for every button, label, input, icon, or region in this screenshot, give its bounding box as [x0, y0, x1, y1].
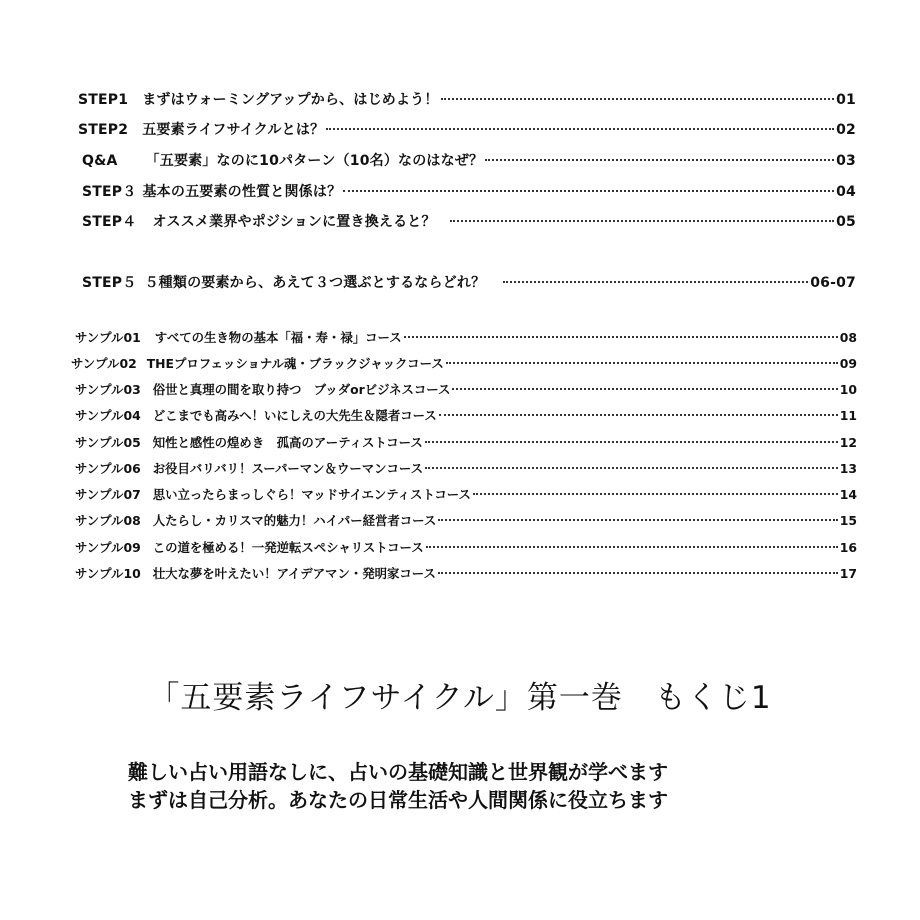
- toc-label: サンプル01: [75, 330, 141, 345]
- dot-leader: [446, 362, 838, 364]
- toc-label: Q&A: [82, 153, 118, 169]
- dot-leader: [441, 98, 835, 100]
- toc-row-step4: [82, 212, 856, 232]
- toc-title: THEプロフェッショナル魂・ブラックジャックコース: [146, 356, 444, 371]
- toc-row-sample09: [75, 539, 857, 557]
- toc-title: お役目バリバリ！スーパーマン＆ウーマンコース: [152, 461, 424, 476]
- dot-leader: [438, 519, 837, 521]
- toc-page-number: 15: [839, 513, 857, 528]
- toc-row-qa: [82, 151, 856, 171]
- toc-title: 俗世と真理の間を取り持つ ブッダorビジネスコース: [152, 382, 451, 397]
- toc-page-number: 04: [836, 184, 856, 200]
- dot-leader: [503, 281, 808, 283]
- toc-page-number: 10: [839, 382, 857, 397]
- dot-leader: [473, 493, 838, 495]
- toc-row-step1: [78, 90, 856, 110]
- toc-label: サンプル08: [75, 513, 141, 528]
- toc-row-sample02: [71, 355, 857, 373]
- toc-row-sample10: [75, 565, 857, 583]
- toc-title: 「五要素」なのに10パターン（10名）なのはなぜ？: [145, 153, 484, 169]
- toc-label: STEP５: [82, 275, 137, 291]
- toc-label: STEP４: [82, 214, 137, 230]
- toc-page-number: 06-07: [810, 275, 856, 291]
- toc-title: すべての生き物の基本「福・寿・禄」コース: [154, 330, 402, 345]
- dot-leader: [438, 572, 838, 574]
- toc-title: どこまでも高みへ！いにしえの大先生＆隠者コース: [152, 408, 437, 423]
- toc-label: サンプル02: [71, 356, 137, 371]
- subtitle-line-1: 難しい占い用語なしに、占いの基礎知識と世界観が学べます: [128, 760, 668, 784]
- toc-label: サンプル10: [75, 566, 141, 581]
- toc-row-sample01: [75, 329, 857, 347]
- toc-label: サンプル05: [75, 435, 141, 450]
- dot-leader: [439, 414, 838, 416]
- toc-title: 基本の五要素の性質と関係は？: [142, 184, 342, 200]
- toc-row-sample08: [75, 512, 857, 530]
- dot-leader: [425, 441, 838, 443]
- toc-title: 五要素ライフサイクルとは？: [142, 122, 325, 138]
- dot-leader: [426, 546, 838, 548]
- toc-title: この道を極める！一発逆転スペシャリストコース: [152, 540, 424, 555]
- dot-leader: [452, 388, 837, 390]
- toc-row-step3: [82, 182, 856, 202]
- toc-title: オススメ業界やポジションに置き換えると？: [152, 214, 436, 230]
- dot-leader: [425, 467, 838, 469]
- toc-label: サンプル04: [75, 408, 141, 423]
- toc-row-step2: [78, 120, 856, 140]
- toc-label: STEP1: [78, 92, 129, 108]
- toc-label: サンプル06: [75, 461, 141, 476]
- toc-title: 人たらし・カリスマ的魅力！ハイパー経営者コース: [152, 513, 437, 528]
- toc-row-sample03: [75, 381, 857, 399]
- toc-page-number: 03: [836, 153, 856, 169]
- toc-page-number: 05: [836, 214, 856, 230]
- dot-leader: [404, 336, 838, 338]
- toc-page-number: 08: [839, 330, 857, 345]
- toc-page-number: 16: [839, 540, 857, 555]
- dot-leader: [343, 190, 834, 192]
- toc-page-number: 11: [839, 408, 857, 423]
- toc-label: サンプル09: [75, 540, 141, 555]
- toc-label: サンプル07: [75, 487, 141, 502]
- toc-label: STEP2: [78, 122, 129, 138]
- toc-row-sample07: [75, 486, 857, 504]
- toc-label: STEP３: [82, 184, 137, 200]
- dot-leader: [450, 220, 834, 222]
- toc-page-number: 17: [839, 566, 857, 581]
- toc-page-number: 13: [839, 461, 857, 476]
- toc-row-step5: [82, 273, 856, 293]
- toc-row-sample06: [75, 460, 857, 478]
- toc-title: 知性と感性の煌めき 孤高のアーティストコース: [152, 435, 423, 450]
- subtitle-line-2: まずは自己分析。あなたの日常生活や人間関係に役立ちます: [128, 788, 668, 812]
- toc-row-sample05: [75, 434, 857, 452]
- dot-leader: [326, 128, 834, 130]
- dot-leader: [485, 159, 834, 161]
- toc-row-sample04: [75, 407, 857, 425]
- toc-title: 壮大な夢を叶えたい！アイデアマン・発明家コース: [152, 566, 436, 581]
- toc-page-number: 09: [839, 356, 857, 371]
- toc-title: ５種類の要素から、あえて３つ選ぶとするならどれ？: [144, 275, 486, 291]
- page-title: 「五要素ライフサイクル」第一巻 もくじ1: [148, 680, 772, 716]
- toc-label: サンプル03: [75, 382, 141, 397]
- toc-page-number: 02: [836, 122, 856, 138]
- toc-title: まずはウォーミングアップから、はじめよう！: [142, 92, 439, 108]
- toc-page-number: 12: [839, 435, 857, 450]
- toc-page-number: 14: [839, 487, 857, 502]
- toc-page-number: 01: [836, 92, 856, 108]
- toc-title: 思い立ったらまっしぐら！マッドサイエンティストコース: [152, 487, 471, 502]
